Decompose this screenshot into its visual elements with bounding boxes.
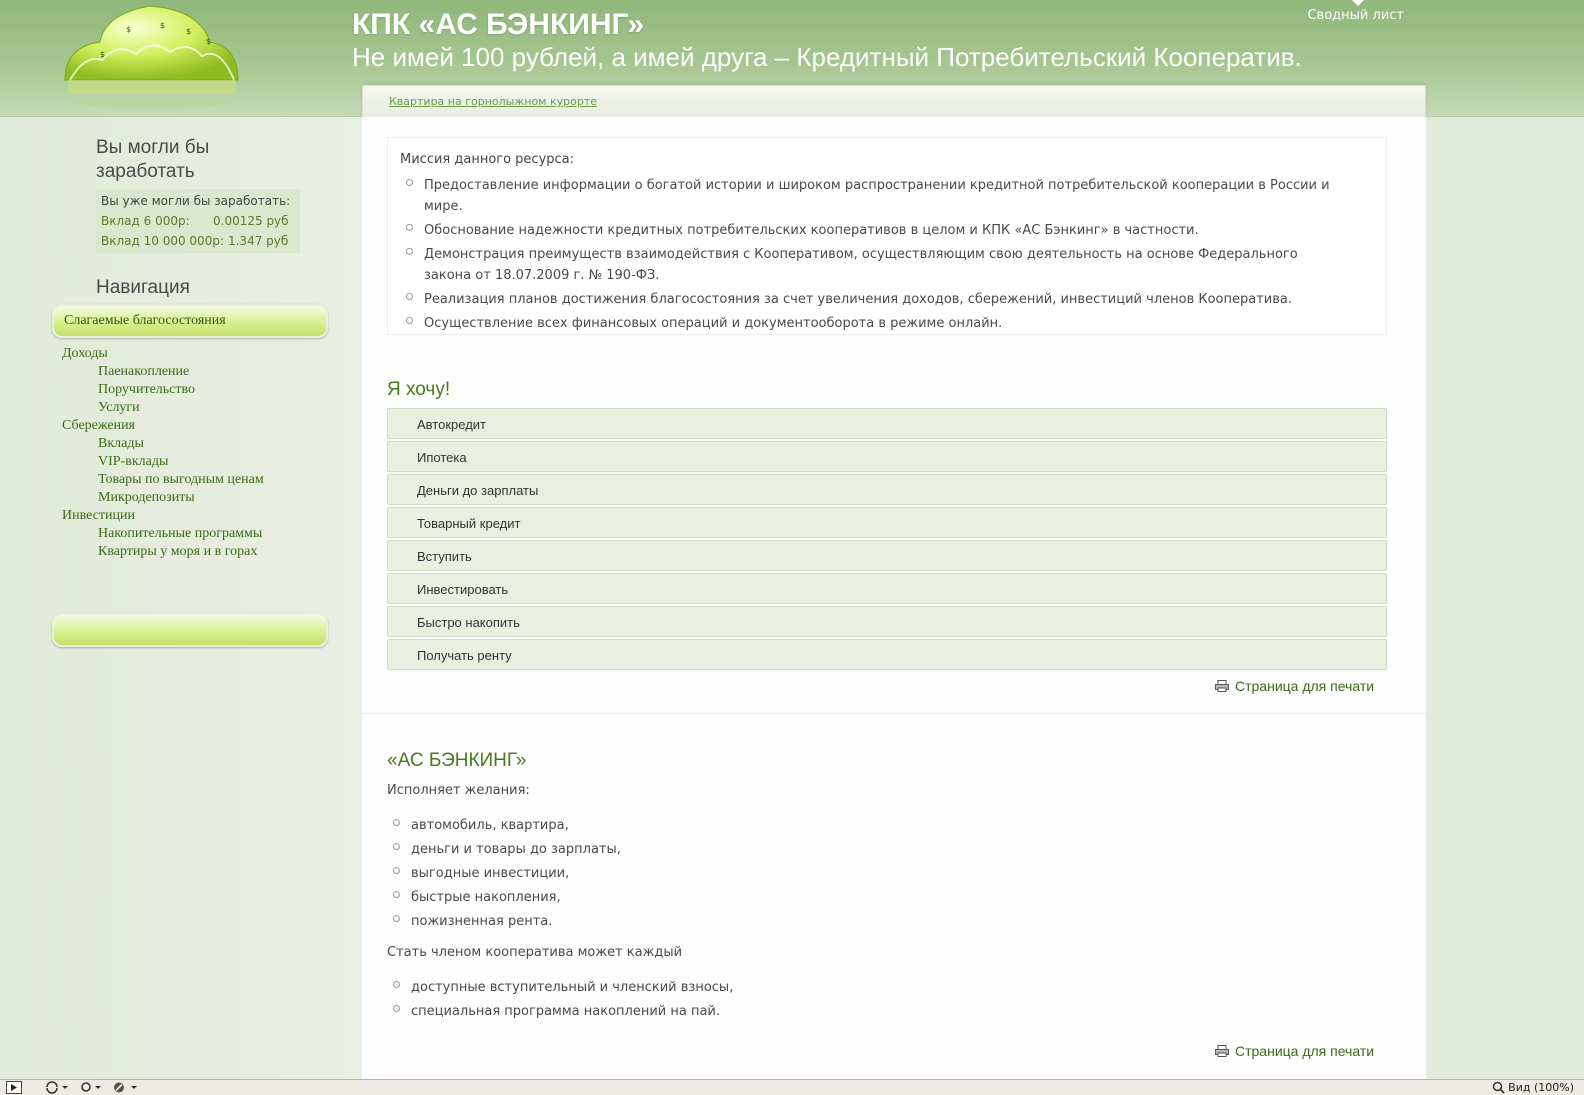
print-link-label: Страница для печати	[1235, 1043, 1375, 1059]
list-item: Демонстрация преимуществ взаимодействия с Кооперативом, осуществляющим свою деятельность на основе Федерального закона от 18.07.2009 г. № 190-ФЗ.	[400, 244, 1340, 286]
nav-pill-wealth[interactable]	[52, 304, 328, 338]
earn-row-label: Вклад 6 000р:	[101, 214, 190, 228]
svg-text:$: $	[186, 27, 192, 36]
list-item: Обоснование надежности кредитных потребительских кооперативов в целом и КПК «АС Бэнкинг» в частности.	[400, 220, 1340, 241]
list-item: Предоставление информации о богатой истории и широком распространении кредитной потребительской кооперации в России и мире.	[400, 175, 1340, 217]
svg-text:$: $	[160, 21, 166, 30]
about-heading: «АС БЭНКИНГ»	[387, 750, 527, 771]
nav-item-share-accumulation[interactable]: Паенакопление	[98, 364, 190, 379]
member-text: Стать членом кооператива может каждый	[387, 945, 683, 960]
list-item: быстрые накопления,	[387, 887, 621, 908]
svg-text:$: $	[126, 25, 132, 34]
summary-sheet-link[interactable]: Сводный лист	[1307, 8, 1404, 23]
want-item-annuity[interactable]: Получать ренту	[387, 639, 1387, 670]
list-item: выгодные инвестиции,	[387, 863, 621, 884]
zoom-control[interactable]	[1492, 1081, 1574, 1094]
section-divider	[362, 713, 1426, 714]
list-item: автомобиль, квартира,	[387, 815, 621, 836]
print-page-link[interactable]	[1215, 678, 1374, 694]
mission-list	[400, 175, 1340, 337]
about-intro: Исполняет желания:	[387, 783, 530, 798]
earn-row-value: 1.347 руб	[227, 234, 289, 248]
zoom-level: Вид (100%)	[1508, 1081, 1574, 1094]
earn-row-value: 0.00125 руб	[213, 214, 289, 228]
list-item: Осуществление всех финансовых операций и документооборота в режиме онлайн.	[400, 313, 1340, 334]
nav-item-goods[interactable]: Товары по выгодным ценам	[98, 472, 264, 487]
want-item-goods-credit[interactable]: Товарный кредит	[387, 507, 1387, 538]
right-background	[1426, 117, 1584, 1079]
breadcrumb[interactable]: Квартира на горнолыжном курорте	[389, 95, 598, 108]
print-page-link[interactable]	[1215, 1043, 1374, 1059]
nav-item-investments[interactable]: Инвестиции	[62, 508, 135, 523]
site-slogan: Не имей 100 рублей, а имей друга – Кредитный Потребительский Кооператив.	[352, 42, 1302, 72]
zoom-icon	[1492, 1081, 1505, 1094]
want-item-join[interactable]: Вступить	[387, 540, 1387, 571]
want-item-mortgage[interactable]: Ипотека	[387, 441, 1387, 472]
earn-box	[96, 189, 300, 253]
nav-item-deposits[interactable]: Вклады	[98, 436, 144, 451]
nav-pill-empty	[52, 613, 328, 647]
breadcrumb-bar	[362, 85, 1426, 117]
play-icon[interactable]	[6, 1081, 22, 1094]
member-list	[387, 977, 733, 1025]
nav-item-savings-programs[interactable]: Накопительные программы	[98, 526, 263, 541]
main-content	[362, 117, 1426, 1079]
want-item-autocredit[interactable]: Автокредит	[387, 408, 1387, 439]
print-link-label: Страница для печати	[1235, 678, 1375, 694]
svg-text:$: $	[100, 50, 106, 59]
sidebar-background	[0, 117, 362, 1079]
browser-status-bar	[0, 1079, 1584, 1095]
top-link-notch	[1352, 0, 1364, 6]
want-item-save-fast[interactable]: Быстро накопить	[387, 606, 1387, 637]
earn-heading: Вы могли бы заработать	[96, 137, 210, 182]
want-item-payday[interactable]: Деньги до зарплаты	[387, 474, 1387, 505]
want-item-invest[interactable]: Инвестировать	[387, 573, 1387, 604]
want-list	[387, 408, 1387, 672]
site-title: КПК «АС БЭНКИНГ»	[352, 8, 645, 41]
nav-item-services[interactable]: Услуги	[98, 400, 140, 415]
block-icon[interactable]	[112, 1081, 140, 1094]
tools-icon[interactable]	[80, 1081, 104, 1094]
printer-icon	[1215, 680, 1229, 692]
earn-row	[101, 231, 295, 251]
list-item: специальная программа накоплений на пай.	[387, 1001, 733, 1022]
nav-item-vip-deposits[interactable]: VIP-вклады	[98, 454, 169, 469]
nav-item-apartments[interactable]: Квартиры у моря и в горах	[98, 544, 258, 559]
nav-pill-label: Слагаемые благосостояния	[64, 313, 226, 328]
list-item: пожизненная рента.	[387, 911, 621, 932]
nav-item-income[interactable]: Доходы	[62, 346, 108, 361]
want-heading: Я хочу!	[387, 379, 451, 400]
nav-item-savings[interactable]: Сбережения	[62, 418, 136, 433]
list-item: Реализация планов достижения благосостояния за счет увеличения доходов, сбережений, инвестиций членов Кооператива.	[400, 289, 1340, 310]
refresh-icon[interactable]	[44, 1081, 70, 1094]
wishes-list	[387, 815, 621, 935]
svg-text:$: $	[206, 37, 212, 46]
list-item: деньги и товары до зарплаты,	[387, 839, 621, 860]
earn-row-label: Вклад 10 000 000р:	[101, 234, 224, 248]
list-item: доступные вступительный и членский взносы,	[387, 977, 733, 998]
logo-icon[interactable]	[60, 2, 245, 110]
mission-box	[387, 137, 1387, 335]
nav-item-guarantee[interactable]: Поручительство	[98, 382, 196, 397]
printer-icon	[1215, 1045, 1229, 1057]
mission-title: Миссия данного ресурса:	[400, 152, 575, 167]
nav-item-microdeposits[interactable]: Микродепозиты	[98, 490, 195, 505]
nav-heading: Навигация	[96, 277, 190, 298]
earn-row	[101, 211, 295, 231]
earn-intro: Вы уже могли бы заработать:	[101, 194, 291, 208]
